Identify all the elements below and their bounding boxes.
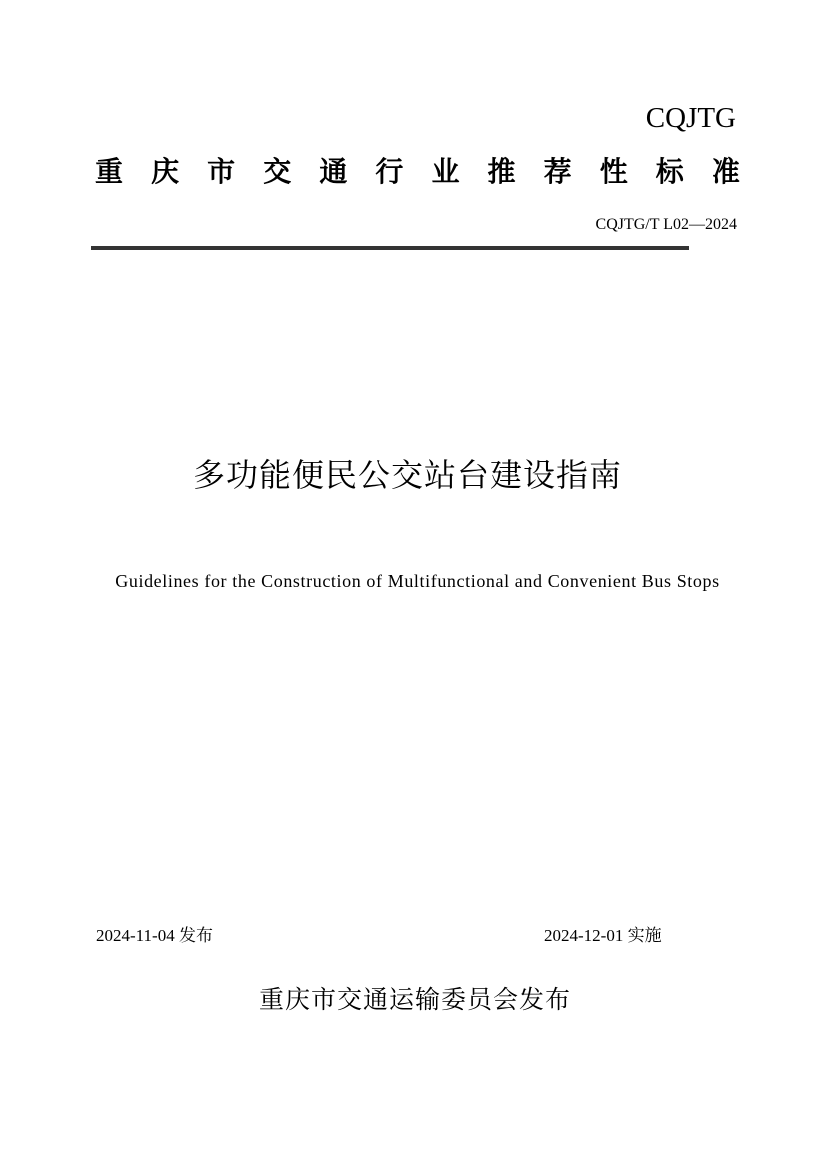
standard-category [95, 150, 740, 194]
category-char: 标 [655, 155, 684, 188]
category-char: 通 [319, 155, 348, 188]
standard-code-brand: CQJTG [645, 102, 736, 134]
category-char: 业 [431, 155, 460, 188]
header-divider [91, 246, 689, 250]
category-char: 荐 [543, 155, 572, 188]
category-char: 行 [375, 155, 404, 188]
standard-number: CQJTG/T L02—2024 [595, 216, 737, 233]
implementation-date: 2024-12-01 实施 [544, 926, 662, 945]
category-char: 重 [95, 155, 124, 188]
category-char: 推 [487, 155, 516, 188]
category-char: 庆 [151, 155, 180, 188]
document-title-english: Guidelines for the Construction of Multifunctional and Convenient Bus Stops [115, 571, 720, 591]
category-char: 交 [263, 155, 292, 188]
category-char: 准 [711, 155, 740, 188]
category-char: 性 [599, 155, 628, 188]
issue-date: 2024-11-04 发布 [96, 926, 213, 945]
category-char: 市 [207, 155, 236, 188]
publisher: 重庆市交通运输委员会发布 [258, 985, 571, 1014]
document-title-chinese: 多功能便民公交站台建设指南 [192, 456, 622, 494]
